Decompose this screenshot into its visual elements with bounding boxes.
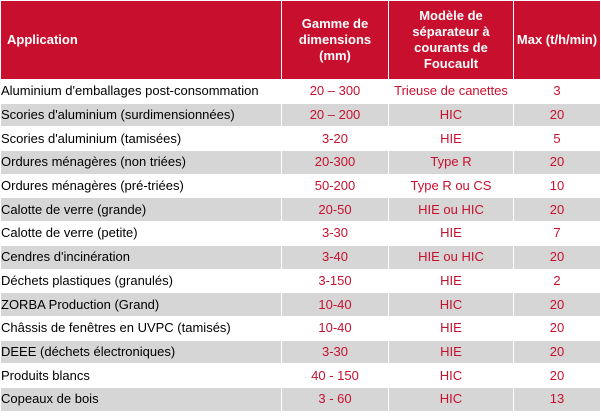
cell-range: 3-150	[282, 269, 389, 293]
cell-model: Trieuse de canettes	[389, 80, 514, 104]
cell-model: HIC	[389, 103, 514, 127]
cell-model: HIE ou HIC	[389, 198, 514, 222]
cell-max: 20	[514, 293, 601, 317]
cell-max: 7	[514, 222, 601, 246]
cell-model: HIC	[389, 293, 514, 317]
cell-application: Scories d'aluminium (surdimensionnées)	[1, 103, 282, 127]
cell-model: HIE	[389, 222, 514, 246]
cell-application: Aluminium d'emballages post-consommation	[1, 80, 282, 104]
cell-range: 3 - 60	[282, 387, 389, 411]
cell-application: DEEE (déchets électroniques)	[1, 340, 282, 364]
cell-application: Ordures ménagères (pré-triées)	[1, 174, 282, 198]
cell-application: Cendres d'incinération	[1, 245, 282, 269]
cell-application: Ordures ménagères (non triées)	[1, 151, 282, 175]
cell-application: Copeaux de bois	[1, 387, 282, 411]
cell-application: Calotte de verre (petite)	[1, 222, 282, 246]
cell-max: 5	[514, 127, 601, 151]
table-row	[1, 245, 601, 269]
cell-model: HIE ou HIC	[389, 245, 514, 269]
cell-application: ZORBA Production (Grand)	[1, 293, 282, 317]
cell-model: Type R	[389, 151, 514, 175]
cell-application: Châssis de fenêtres en UVPC (tamisés)	[1, 316, 282, 340]
cell-model: HIE	[389, 340, 514, 364]
cell-model: HIE	[389, 316, 514, 340]
cell-max: 13	[514, 387, 601, 411]
table-row	[1, 198, 601, 222]
cell-range: 40 - 150	[282, 364, 389, 388]
table-row	[1, 80, 601, 104]
cell-range: 3-30	[282, 340, 389, 364]
cell-max: 2	[514, 269, 601, 293]
header-range: Gamme de dimensions (mm)	[282, 1, 389, 80]
cell-range: 10-40	[282, 293, 389, 317]
cell-model: HIC	[389, 364, 514, 388]
cell-application: Produits blancs	[1, 364, 282, 388]
cell-max: 20	[514, 151, 601, 175]
table-row	[1, 151, 601, 175]
table-row	[1, 316, 601, 340]
cell-max: 20	[514, 103, 601, 127]
table-row	[1, 293, 601, 317]
table-row	[1, 103, 601, 127]
cell-range: 3-20	[282, 127, 389, 151]
table-row	[1, 387, 601, 411]
cell-range: 50-200	[282, 174, 389, 198]
cell-max: 20	[514, 316, 601, 340]
cell-max: 3	[514, 80, 601, 104]
table-row	[1, 364, 601, 388]
table-row	[1, 127, 601, 151]
cell-range: 20 – 200	[282, 103, 389, 127]
table-row	[1, 269, 601, 293]
cell-model: HIE	[389, 127, 514, 151]
table-header-row	[1, 1, 601, 80]
cell-application: Scories d'aluminium (tamisées)	[1, 127, 282, 151]
cell-application: Calotte de verre (grande)	[1, 198, 282, 222]
header-max: Max (t/h/min)	[514, 1, 601, 80]
cell-model: Type R ou CS	[389, 174, 514, 198]
cell-max: 10	[514, 174, 601, 198]
table-row	[1, 174, 601, 198]
cell-max: 20	[514, 340, 601, 364]
cell-range: 20 – 300	[282, 80, 389, 104]
header-application: Application	[1, 1, 282, 80]
table-row	[1, 340, 601, 364]
cell-range: 20-50	[282, 198, 389, 222]
cell-model: HIC	[389, 387, 514, 411]
cell-application: Déchets plastiques (granulés)	[1, 269, 282, 293]
cell-model: HIE	[389, 269, 514, 293]
cell-max: 20	[514, 245, 601, 269]
cell-range: 3-40	[282, 245, 389, 269]
cell-range: 10-40	[282, 316, 389, 340]
cell-max: 20	[514, 364, 601, 388]
header-model: Modèle de séparateur à courants de Foucault	[389, 1, 514, 80]
cell-max: 20	[514, 198, 601, 222]
table-body	[1, 80, 601, 412]
cell-range: 3-30	[282, 222, 389, 246]
cell-range: 20-300	[282, 151, 389, 175]
table-row	[1, 222, 601, 246]
